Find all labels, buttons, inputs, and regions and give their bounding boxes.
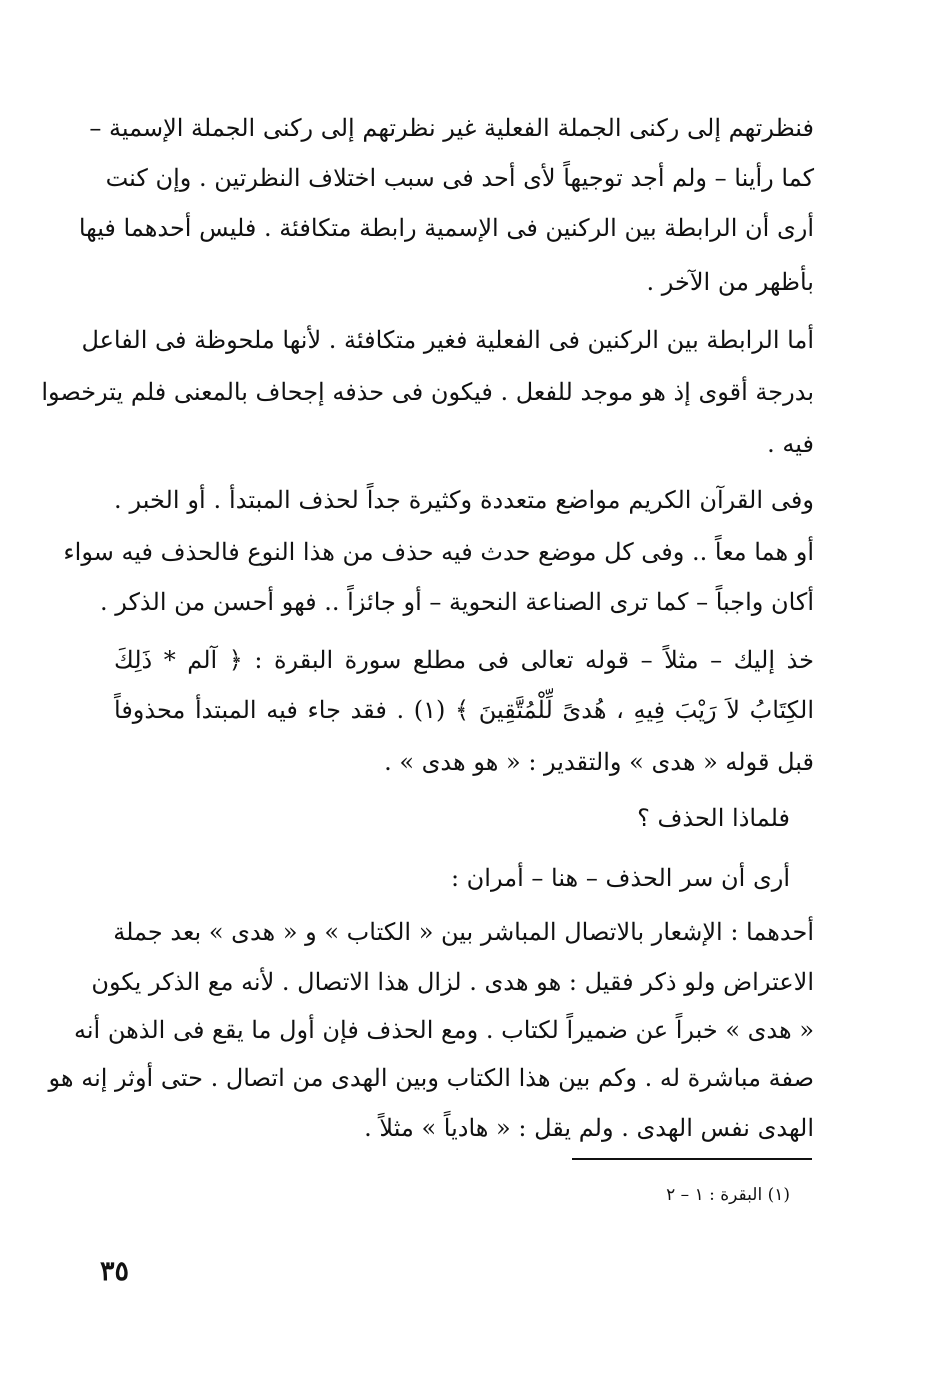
paragraph-2-line-3: فيه .	[767, 430, 814, 458]
paragraph-4-line-1: خذ إليك – مثلاً – قوله تعالى فى مطلع سورة البقرة : ﴿ آلم * ذَلِكَ	[114, 646, 814, 674]
paragraph-1-line-4: بأظهر من الآخر .	[646, 268, 814, 296]
page-number: ٣٥	[100, 1256, 130, 1287]
paragraph-4-line-3: قبل قوله « هدى » والتقدير : « هو هدى » .	[384, 748, 814, 776]
paragraph-7-line-4: صفة مباشرة له . وكم بين هذا الكتاب وبين الهدى من اتصال . حتى أوثر إنه هو	[48, 1064, 814, 1092]
paragraph-7-line-1: أحدهما : الإشعار بالاتصال المباشر بين « الكتاب » و « هدى » بعد جملة	[113, 918, 814, 946]
paragraph-1-line-2: كما رأينا – ولم أجد توجيهاً لأى أحد فى سبب اختلاف النظرتين . وإن كنت	[105, 164, 814, 192]
paragraph-7-line-3: « هدى » خبراً عن ضميراً لكتاب . ومع الحذف فإن أول ما يقع فى الذهن أنه	[73, 1016, 814, 1044]
footnote-divider	[572, 1158, 812, 1160]
paragraph-2-line-2: بدرجة أقوى إذ هو موجد للفعل . فيكون فى حذفه إجحاف بالمعنى فلم يترخصوا	[41, 378, 814, 406]
paragraph-2-line-1: أما الرابطة بين الركنين فى الفعلية فغير متكافئة . لأنها ملحوظة فى الفاعل	[81, 326, 814, 354]
paragraph-1-line-1: فنظرتهم إلى ركنى الجملة الفعلية غير نظرتهم إلى ركنى الجملة الإسمية –	[89, 114, 814, 142]
footnote: (١) البقرة : ١ – ٢	[666, 1185, 790, 1205]
paragraph-4-line-2: الكِتَابُ لاَ رَيْبَ فِيهِ ، هُدىً لِّلْمُتَّقِينَ ﴾ (١) . فقد جاء فيه المبتدأ محذوفاً	[114, 696, 814, 724]
paragraph-1-line-3: أرى أن الرابطة بين الركنين فى الإسمية رابطة متكافئة . فليس أحدهما فيها	[78, 214, 814, 242]
paragraph-7-line-5: الهدى نفس الهدى . ولم يقل : « هادياً » مثلاً .	[364, 1114, 814, 1142]
paragraph-7-line-2: الاعتراض ولو ذكر فقيل : هو هدى . لزال هذا الاتصال . لأنه مع الذكر يكون	[91, 968, 814, 996]
paragraph-5-line-1: فلماذا الحذف ؟	[637, 804, 790, 832]
paragraph-3-line-1: وفى القرآن الكريم مواضع متعددة وكثيرة جداً لحذف المبتدأ . أو الخبر .	[114, 486, 814, 514]
paragraph-3-line-3: أكان واجباً – كما ترى الصناعة النحوية – أو جائزاً .. فهو أحسن من الذكر .	[100, 588, 814, 616]
paragraph-6-line-1: أرى أن سر الحذف – هنا – أمران :	[450, 864, 790, 892]
paragraph-3-line-2: أو هما معاً .. وفى كل موضع حدث فيه حذف من هذا النوع فالحذف فيه سواء	[63, 538, 814, 566]
